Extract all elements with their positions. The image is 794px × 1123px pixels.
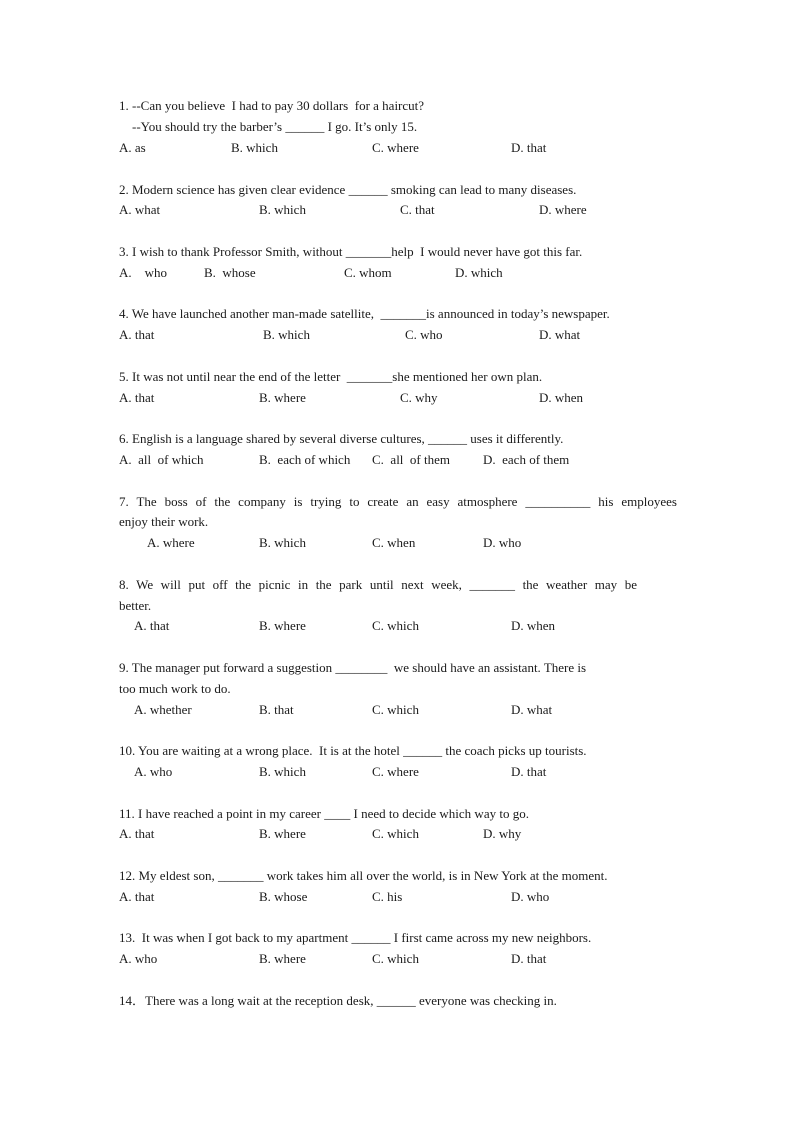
question-7-option-b: B. which	[259, 535, 306, 550]
question-11-option-b: B. where	[259, 826, 306, 841]
question-5-option-a: A. that	[119, 390, 155, 405]
question-7-option-c: C. when	[372, 535, 416, 550]
question-7-option-a: A. where	[147, 535, 195, 550]
question-1-option-b: B. which	[231, 140, 278, 155]
question-1-option-d: D. that	[511, 140, 547, 155]
question-11-line-1: 11. I have reached a point in my career ____ I need to decide which way to go.	[119, 806, 529, 821]
question-4-option-b: B. which	[263, 327, 310, 342]
question-10-option-c: C. where	[372, 764, 419, 779]
question-12-option-c: C. his	[372, 889, 403, 904]
question-5-option-d: D. when	[539, 390, 584, 405]
question-13-option-d: D. that	[511, 951, 547, 966]
question-8-line-1: 8. We will put off the picnic in the park until next week, _______ the weather may be	[119, 577, 637, 592]
question-12-option-d: D. who	[511, 889, 550, 904]
question-9-option-b: B. that	[259, 702, 294, 717]
question-10-option-b: B. which	[259, 764, 306, 779]
question-7-line-1: 7. The boss of the company is trying to create an easy atmosphere __________ his employees	[119, 494, 677, 509]
question-8-option-a: A. that	[134, 618, 170, 633]
question-2-option-a: A. what	[119, 202, 161, 217]
question-4-line-1: 4. We have launched another man-made satellite, _______is announced in today’s newspaper.	[119, 306, 610, 321]
question-12-option-b: B. whose	[259, 889, 308, 904]
question-7-line-2: enjoy their work.	[119, 514, 209, 529]
question-3-line-1: 3. I wish to thank Professor Smith, without _______help I would never have got this far.	[119, 244, 583, 259]
question-5-line-1: 5. It was not until near the end of the letter _______she mentioned her own plan.	[119, 369, 543, 384]
question-8-option-d: D. when	[511, 618, 556, 633]
question-13-option-a: A. who	[119, 951, 158, 966]
question-3-option-a: A. who	[119, 265, 168, 280]
question-14-line-1: 14．There was a long wait at the reception desk, ______ everyone was checking in.	[119, 993, 557, 1008]
question-5-option-c: C. why	[400, 390, 438, 405]
question-2-option-b: B. which	[259, 202, 306, 217]
question-3-option-b: B. whose	[204, 265, 256, 280]
question-10-line-1: 10. You are waiting at a wrong place. It is at the hotel ______ the coach picks up tourists.	[119, 743, 587, 758]
question-4-option-c: C. who	[405, 327, 443, 342]
question-9-line-2: too much work to do.	[119, 681, 231, 696]
question-11-option-d: D. why	[483, 826, 522, 841]
question-8-line-2: better.	[119, 598, 152, 613]
question-3-option-c: C. whom	[344, 265, 392, 280]
question-12-option-a: A. that	[119, 889, 155, 904]
question-11-option-c: C. which	[372, 826, 419, 841]
question-13-line-1: 13. It was when I got back to my apartment ______ I first came across my new neighbors.	[119, 930, 592, 945]
question-1-line-1: 1. --Can you believe I had to pay 30 dollars for a haircut?	[119, 98, 425, 113]
question-6-option-b: B. each of which	[259, 452, 351, 467]
question-2-line-1: 2. Modern science has given clear evidence ______ smoking can lead to many diseases.	[119, 182, 577, 197]
question-12-line-1: 12. My eldest son, _______ work takes him all over the world, is in New York at the moment.	[119, 868, 608, 883]
question-10-option-a: A. who	[134, 764, 173, 779]
question-8-option-b: B. where	[259, 618, 306, 633]
question-11-option-a: A. that	[119, 826, 155, 841]
question-10-option-d: D. that	[511, 764, 547, 779]
question-4-option-a: A. that	[119, 327, 155, 342]
question-2-option-c: C. that	[400, 202, 435, 217]
question-6-option-c: C. all of them	[372, 452, 450, 467]
question-1-line-2: --You should try the barber’s ______ I go. It’s only 15.	[119, 119, 418, 134]
question-6-option-a: A. all of which	[119, 452, 204, 467]
question-13-option-c: C. which	[372, 951, 419, 966]
question-9-option-d: D. what	[511, 702, 553, 717]
question-4-option-d: D. what	[539, 327, 581, 342]
question-6-option-d: D. each of them	[483, 452, 570, 467]
question-5-option-b: B. where	[259, 390, 306, 405]
question-8-option-c: C. which	[372, 618, 419, 633]
question-9-option-a: A. whether	[134, 702, 192, 717]
question-3-option-d: D. which	[455, 265, 503, 280]
question-13-option-b: B. where	[259, 951, 306, 966]
question-6-line-1: 6. English is a language shared by several diverse cultures, ______ uses it differently.	[119, 431, 564, 446]
question-1-option-a: A. as	[119, 140, 146, 155]
question-1-option-c: C. where	[372, 140, 419, 155]
question-9-line-1: 9. The manager put forward a suggestion ________ we should have an assistant. There is	[119, 660, 587, 675]
question-9-option-c: C. which	[372, 702, 419, 717]
question-2-option-d: D. where	[539, 202, 587, 217]
question-7-option-d: D. who	[483, 535, 522, 550]
